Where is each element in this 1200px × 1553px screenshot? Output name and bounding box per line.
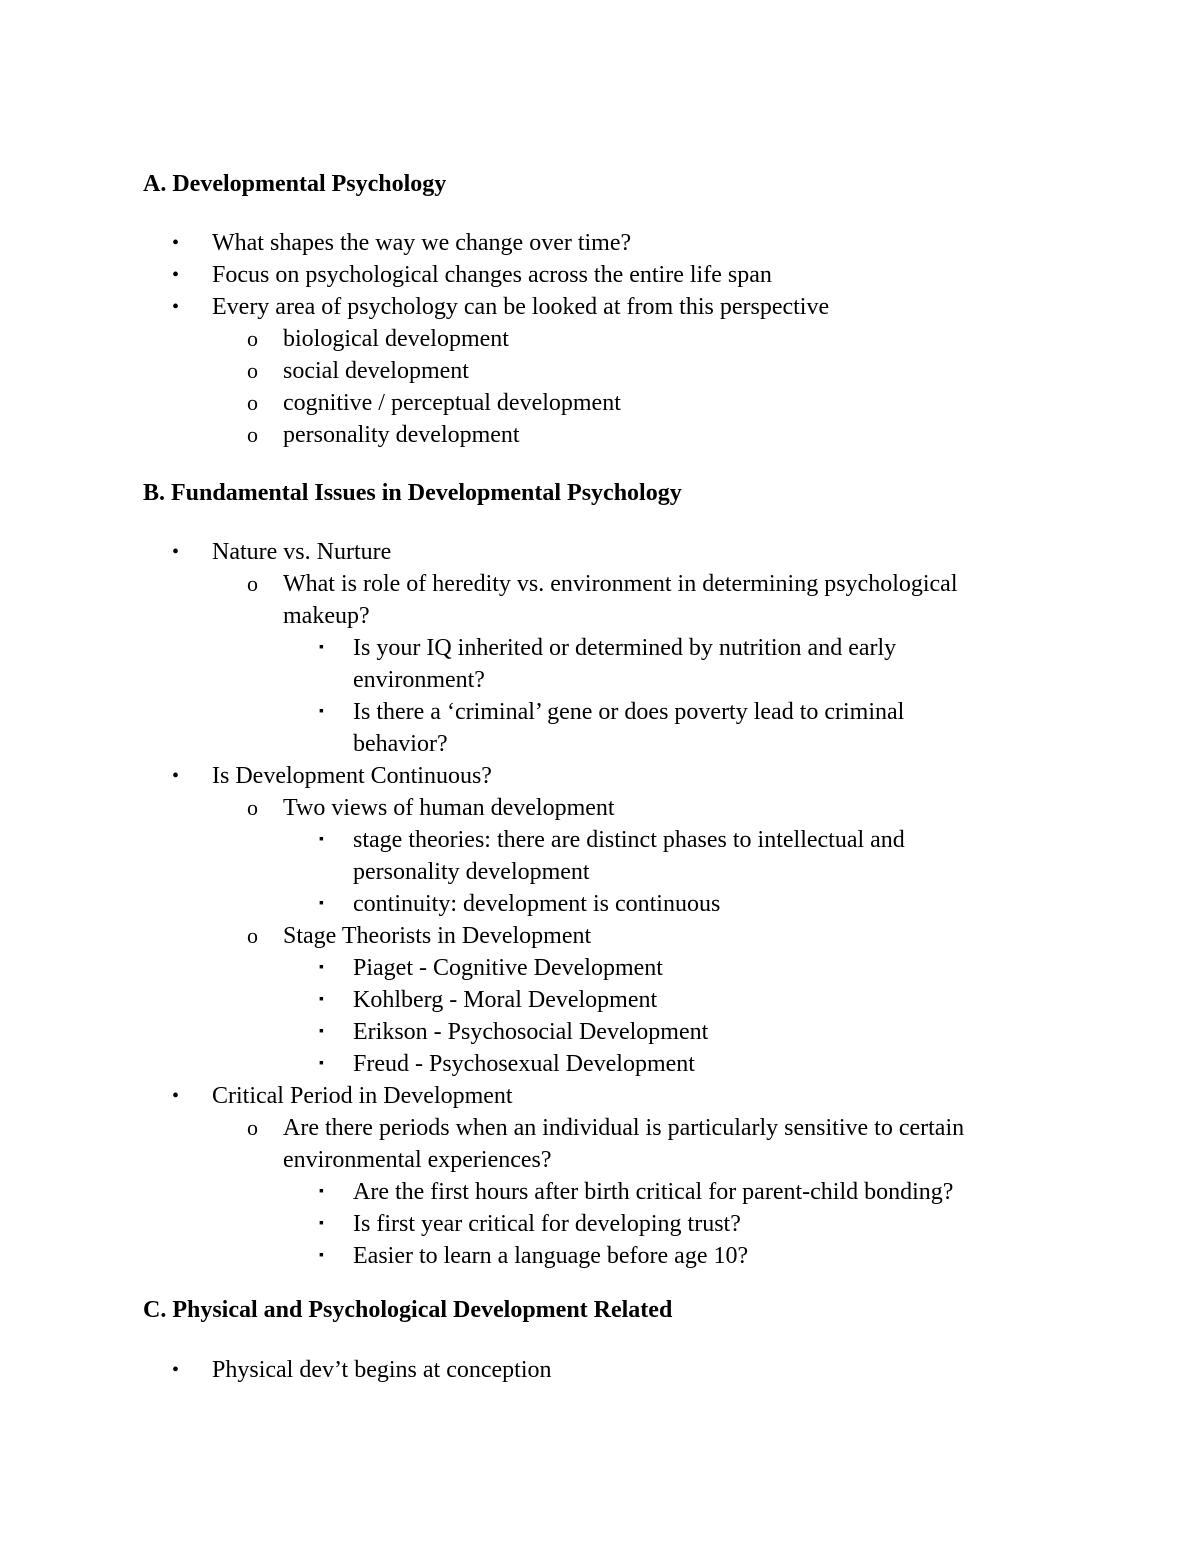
list-item-text: What is role of heredity vs. environment in determining psychological makeup?	[283, 571, 958, 629]
list-item	[0, 888, 1200, 920]
list-item-text: Freud - Psychosexual Development	[353, 1051, 695, 1077]
square-bullet-icon: ▪	[319, 992, 324, 1007]
list-item-text: Every area of psychology can be looked at from this perspective	[212, 294, 830, 320]
square-bullet-icon: ▪	[319, 1184, 324, 1199]
list-item-text: Is your IQ inherited or determined by nutrition and early environment?	[353, 635, 897, 693]
list-item-text: Critical Period in Development	[212, 1083, 513, 1109]
bullet-icon: •	[172, 1085, 180, 1107]
list-item-text: continuity: development is continuous	[353, 891, 721, 917]
bullet-icon: •	[172, 541, 180, 563]
section-a-heading: A. Developmental Psychology	[143, 171, 447, 197]
list-item	[0, 419, 1200, 451]
list-item	[0, 323, 1200, 355]
list-item-text: Are there periods when an individual is particularly sensitive to certain environmental experiences?	[283, 1115, 965, 1173]
list-item	[0, 387, 1200, 419]
list-item	[0, 792, 1200, 824]
list-item-text: Is there a ‘criminal’ gene or does poverty lead to criminal behavior?	[353, 699, 905, 757]
list-item-text: Physical dev’t begins at conception	[212, 1357, 552, 1383]
list-item-text: Easier to learn a language before age 10?	[353, 1243, 749, 1269]
square-bullet-icon: ▪	[319, 960, 324, 975]
square-bullet-icon: ▪	[319, 1024, 324, 1039]
list-item-text: Two views of human development	[283, 795, 615, 821]
list-item-text: cognitive / perceptual development	[283, 390, 621, 416]
square-bullet-icon: ▪	[319, 1216, 324, 1231]
list-item	[0, 259, 1200, 291]
list-item	[0, 920, 1200, 952]
section-a-list	[0, 227, 1200, 451]
list-item	[0, 1354, 1200, 1386]
list-item	[0, 1240, 1200, 1272]
list-item	[0, 760, 1200, 792]
bullet-icon: •	[172, 765, 180, 787]
circle-bullet-icon: o	[247, 923, 258, 948]
list-item-text: Erikson - Psychosocial Development	[353, 1019, 709, 1045]
list-item-text: Stage Theorists in Development	[283, 923, 592, 949]
circle-bullet-icon: o	[247, 422, 258, 447]
circle-bullet-icon: o	[247, 571, 258, 596]
list-item	[0, 1048, 1200, 1080]
section-b-list	[0, 536, 1200, 1272]
circle-bullet-icon: o	[247, 390, 258, 415]
list-item-text: Is Development Continuous?	[212, 763, 492, 789]
square-bullet-icon: ▪	[319, 704, 324, 719]
bullet-icon: •	[172, 264, 180, 286]
list-item	[0, 355, 1200, 387]
list-item	[0, 984, 1200, 1016]
list-item-text: stage theories: there are distinct phases to intellectual and personality development	[353, 827, 905, 885]
list-item-text: Is first year critical for developing trust?	[353, 1211, 741, 1237]
circle-bullet-icon: o	[247, 1115, 258, 1140]
list-item-text: What shapes the way we change over time?	[212, 230, 632, 256]
list-item	[0, 632, 1200, 696]
section-c-heading: C. Physical and Psychological Development Related	[143, 1297, 673, 1323]
list-item	[0, 568, 1200, 632]
list-item	[0, 536, 1200, 568]
list-item-text: personality development	[283, 422, 520, 448]
list-item	[0, 824, 1200, 888]
list-item	[0, 952, 1200, 984]
circle-bullet-icon: o	[247, 358, 258, 383]
list-item-text: Are the first hours after birth critical for parent-child bonding?	[353, 1179, 954, 1205]
list-item-text: biological development	[283, 326, 509, 352]
list-item-text: Piaget - Cognitive Development	[353, 955, 663, 981]
list-item	[0, 1176, 1200, 1208]
square-bullet-icon: ▪	[319, 640, 324, 655]
list-item-text: Focus on psychological changes across the entire life span	[212, 262, 772, 288]
section-b-heading: B. Fundamental Issues in Developmental Psychology	[143, 480, 682, 506]
square-bullet-icon: ▪	[319, 1056, 324, 1071]
list-item	[0, 1016, 1200, 1048]
list-item-text: social development	[283, 358, 469, 384]
list-item	[0, 1080, 1200, 1112]
list-item-text: Nature vs. Nurture	[212, 539, 392, 565]
list-item	[0, 1208, 1200, 1240]
bullet-icon: •	[172, 232, 180, 254]
bullet-icon: •	[172, 1359, 180, 1381]
circle-bullet-icon: o	[247, 326, 258, 351]
bullet-icon: •	[172, 296, 180, 318]
list-item	[0, 696, 1200, 760]
section-c-list	[0, 1354, 1200, 1386]
circle-bullet-icon: o	[247, 795, 258, 820]
square-bullet-icon: ▪	[319, 1248, 324, 1263]
square-bullet-icon: ▪	[319, 896, 324, 911]
list-item	[0, 291, 1200, 323]
list-item	[0, 227, 1200, 259]
list-item-text: Kohlberg - Moral Development	[353, 987, 658, 1013]
square-bullet-icon: ▪	[319, 832, 324, 847]
list-item	[0, 1112, 1200, 1176]
